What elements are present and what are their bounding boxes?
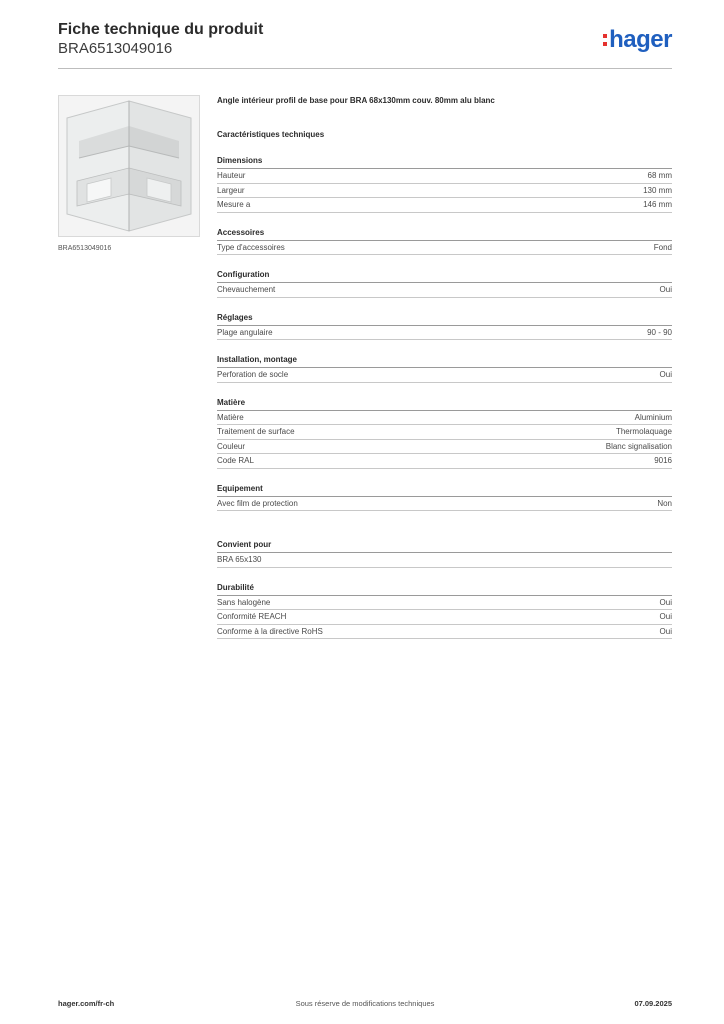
spec-label: Avec film de protection <box>217 498 298 508</box>
spec-value: Oui <box>659 370 672 379</box>
spec-row <box>217 368 672 383</box>
spec-label: Sans halogène <box>217 597 271 607</box>
spec-label: Plage angulaire <box>217 327 273 337</box>
product-description: Angle intérieur profil de base pour BRA 68x130mm couv. 80mm alu blanc <box>217 96 495 105</box>
section-dimensions <box>217 156 672 213</box>
spec-row <box>217 198 672 213</box>
corner-angle-illustration <box>59 96 199 236</box>
spec-label: Traitement de surface <box>217 427 295 436</box>
spec-row <box>217 596 672 611</box>
spec-value: Aluminium <box>634 412 672 422</box>
spec-label: Code RAL <box>217 456 254 465</box>
section-matiere <box>217 398 672 469</box>
spec-label: Mesure a <box>217 200 251 209</box>
spec-row <box>217 553 672 568</box>
section-durabilite <box>217 583 672 640</box>
spec-value: Thermolaquage <box>615 427 672 436</box>
spec-label: Chevauchement <box>217 285 276 294</box>
section-title: Dimensions <box>217 156 672 169</box>
characteristics-heading: Caractéristiques techniques <box>217 130 325 139</box>
section-title: Installation, montage <box>217 355 672 368</box>
page-header <box>58 20 672 58</box>
spec-row <box>217 454 672 469</box>
spec-row <box>217 283 672 298</box>
header-divider <box>58 68 672 69</box>
section-title: Réglages <box>217 313 672 326</box>
spec-value: 90 - 90 <box>647 327 672 337</box>
image-caption: BRA6513049016 <box>58 245 112 252</box>
hager-logo <box>603 26 672 54</box>
spec-row <box>217 440 672 455</box>
spec-value: Fond <box>653 242 672 252</box>
spec-label: Hauteur <box>217 171 246 180</box>
spec-row <box>217 241 672 256</box>
spec-label: Largeur <box>217 185 245 195</box>
spec-label: BRA 65x130 <box>217 555 262 564</box>
spec-value: Oui <box>659 285 672 294</box>
spec-label: Couleur <box>217 441 246 451</box>
spec-row <box>217 610 672 625</box>
section-title: Configuration <box>217 270 672 283</box>
section-title: Equipement <box>217 484 672 497</box>
spec-value: 130 mm <box>643 185 672 195</box>
spec-value: 146 mm <box>643 200 672 209</box>
spec-value: Oui <box>659 597 672 607</box>
spec-row <box>217 625 672 640</box>
section-installation <box>217 355 672 383</box>
section-reglages <box>217 313 672 341</box>
spec-value: 68 mm <box>647 171 672 180</box>
section-title: Accessoires <box>217 228 672 241</box>
section-title: Matière <box>217 398 672 411</box>
spec-value: Blanc signalisation <box>605 441 672 451</box>
spec-row <box>217 326 672 341</box>
spec-row <box>217 184 672 199</box>
spec-value: Oui <box>659 612 672 621</box>
logo-text: hager <box>609 26 672 53</box>
spec-row <box>217 169 672 184</box>
spec-label: Conformité REACH <box>217 612 287 621</box>
section-equipement <box>217 484 672 512</box>
spec-content <box>217 96 672 639</box>
section-title: Convient pour <box>217 540 672 553</box>
section-title: Durabilité <box>217 583 672 596</box>
spec-label: Perforation de socle <box>217 370 289 379</box>
spec-label: Matière <box>217 412 244 422</box>
spec-label: Type d'accessoires <box>217 242 285 252</box>
footer-website-link[interactable]: hager.com/fr-ch <box>58 999 115 1008</box>
footer-date: 07.09.2025 <box>634 999 672 1008</box>
section-accessoires <box>217 228 672 256</box>
spec-value: Oui <box>659 626 672 636</box>
section-convient-pour <box>217 540 672 568</box>
footer-disclaimer: Sous réserve de modifications techniques <box>295 999 435 1008</box>
product-image <box>58 95 200 237</box>
spec-value: Non <box>657 498 672 508</box>
spec-row <box>217 411 672 426</box>
spec-value: 9016 <box>654 456 672 465</box>
product-reference: BRA6513049016 <box>58 40 173 57</box>
page-title: Fiche technique du produit <box>58 21 264 38</box>
spec-row <box>217 497 672 512</box>
spec-row <box>217 425 672 440</box>
logo-colon-icon <box>603 34 607 46</box>
spec-label: Conforme à la directive RoHS <box>217 626 323 636</box>
section-configuration <box>217 270 672 298</box>
